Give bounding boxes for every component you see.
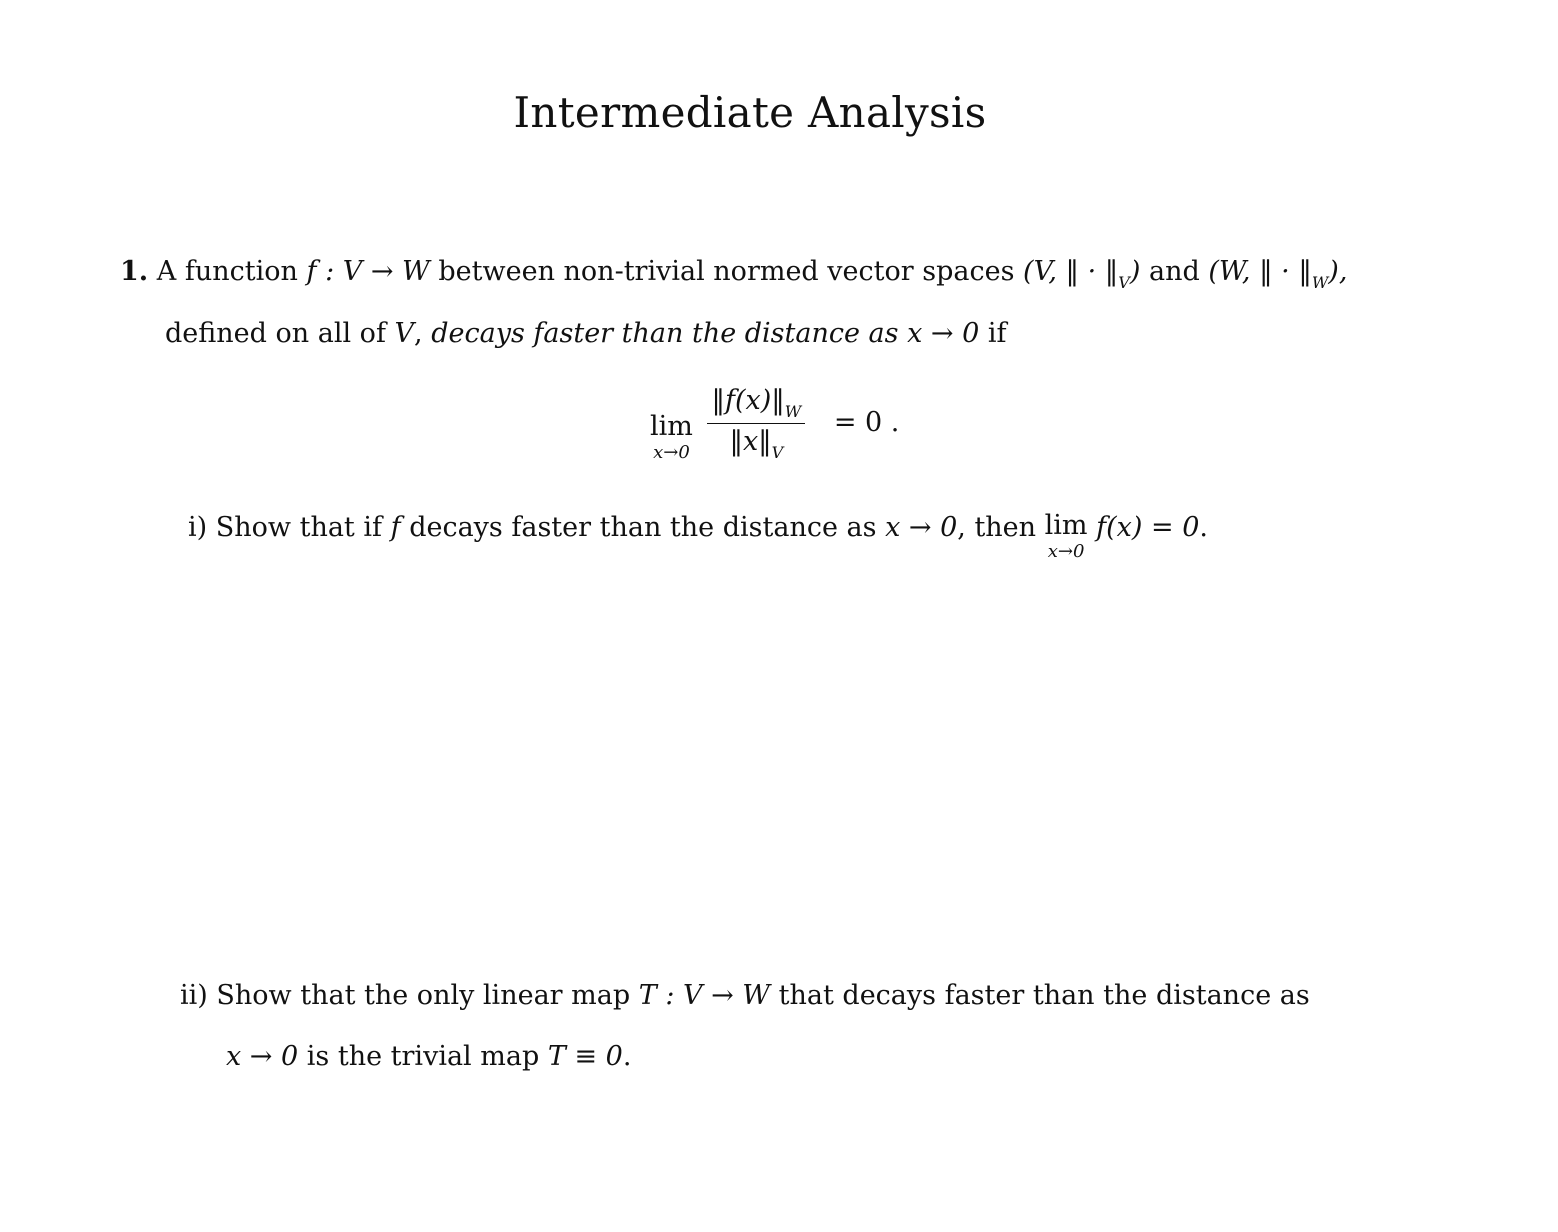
part-ii-label: ii): [180, 980, 208, 1011]
space-v: (V, ‖ · $‖_V$): [1023, 256, 1141, 292]
part-i-lim-text: lim: [1044, 510, 1088, 541]
part-i: [188, 512, 1208, 561]
part-ii-line-1: [180, 980, 1310, 1011]
page-title: Intermediate Analysis: [513, 88, 987, 137]
part-i-function: f: [390, 512, 401, 543]
part-i-text-a: Show that if: [215, 512, 382, 543]
intro-and: and: [1148, 256, 1200, 287]
function-symbol: f: [306, 256, 317, 287]
intro-text-b: between non-trivial normed vector spaces: [438, 256, 1015, 287]
fraction-numerator: $‖f(x)‖_W$: [707, 385, 805, 424]
part-i-text-b: decays faster than the distance as: [409, 512, 877, 543]
part-i-lim-subscript: x→0: [1047, 541, 1085, 562]
fraction: [707, 385, 805, 462]
space-w: (W, ‖ · $‖_W$),: [1208, 256, 1348, 292]
problem-number: 1.: [120, 256, 149, 287]
space-v-subscript: V: [1118, 273, 1130, 292]
part-ii-text-c: is the trivial map: [306, 1041, 540, 1072]
intro-text-a: A function: [156, 256, 298, 287]
equation-rhs: = 0 .: [833, 407, 900, 438]
part-i-limit: x → 0: [885, 512, 958, 543]
defined-term: decays faster than the distance as: [431, 318, 899, 349]
function-mapping: : V → W: [325, 256, 430, 287]
part-ii-end: .: [622, 1041, 632, 1072]
part-i-label: i): [188, 512, 208, 543]
part-ii-line-2: [226, 1041, 631, 1072]
lim-text: lim: [650, 411, 693, 442]
fraction-denominator: $‖x‖_V$: [729, 426, 784, 462]
part-i-end: .: [1199, 512, 1208, 543]
part-ii-map: T : V → W: [638, 980, 771, 1011]
part-i-text-c: , then: [957, 512, 1037, 543]
denominator-subscript: V: [771, 443, 784, 462]
display-equation: [650, 385, 899, 462]
space-v-symbol: V: [394, 318, 415, 349]
limit-condition: x → 0: [907, 318, 980, 349]
part-ii-limit: x → 0: [226, 1041, 299, 1072]
limit-operator: [650, 413, 693, 462]
comma: ,: [414, 318, 423, 349]
numerator-subscript: W: [784, 402, 802, 421]
intro-if: if: [987, 318, 1007, 349]
part-i-expression: f(x) = 0: [1096, 512, 1200, 543]
part-ii-text-a: Show that the only linear map: [216, 980, 631, 1011]
problem-intro-line-1: [120, 256, 1347, 292]
lim-subscript: x→0: [653, 442, 690, 463]
part-ii-trivial-map: T ≡ 0: [547, 1041, 623, 1072]
space-w-subscript: W: [1311, 273, 1329, 292]
part-i-limit-operator: [1045, 512, 1088, 561]
part-ii-text-b: that decays faster than the distance as: [778, 980, 1310, 1011]
problem-intro-line-2: [165, 318, 1007, 349]
intro-text-defined: defined on all of: [165, 318, 386, 349]
